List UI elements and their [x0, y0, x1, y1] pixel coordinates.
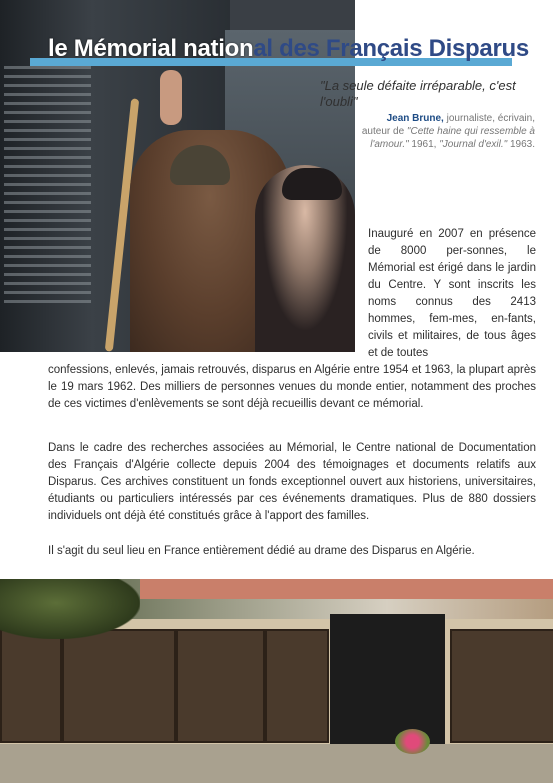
quote-year-1: 1961, — [408, 139, 440, 150]
visitor-beret — [282, 168, 342, 200]
garden-ground — [0, 744, 553, 783]
central-memorial-monument — [330, 614, 445, 744]
quote-book-2: "Journal d'exil." — [439, 139, 508, 150]
name-panel — [62, 629, 176, 743]
quote-attribution — [357, 112, 535, 151]
quote-book-1: "Cette haine qui ressemble à l'amour." — [370, 126, 535, 150]
body-paragraph-1-side: Inauguré en 2007 en présence de 8000 per-sonnes, le Mémorial est érigé dans le jardin du Centre. Y sont inscrits les noms connus des 2413 hommes, fem-mes, en-fants, civils et militaires, de tous âges et de toutes — [368, 228, 536, 359]
title-blue-part: al des Français Disparus — [253, 35, 529, 62]
raised-hand — [160, 70, 182, 125]
memorial-garden-photo — [0, 579, 553, 783]
name-panel — [450, 629, 553, 743]
epigraph-quote: "La seule défaite irréparable, c'est l'oubli" — [320, 78, 516, 109]
body-paragraph-1-full: confessions, enlevés, jamais retrouvés, disparus en Algérie entre 1954 et 1963, la plupart après le 19 mars 1962. Des milliers de personnes venues du monde entier, notamment des proches de ces victimes d'enlèvements se sont déjà recueillis devant ce mémorial. — [48, 364, 536, 410]
flower-bouquet — [395, 729, 430, 754]
quote-author: Jean Brune, — [386, 113, 444, 124]
body-paragraph-3: Il s'agit du seul lieu en France entièrement dédié au drame des Disparus en Algérie. — [48, 545, 475, 557]
name-panel — [265, 629, 329, 743]
page-title — [48, 35, 529, 63]
title-white-part: le Mémorial nation — [48, 35, 254, 62]
name-panel — [176, 629, 265, 743]
tree-foliage — [0, 579, 140, 639]
body-paragraph-2: Dans le cadre des recherches associées au Mémorial, le Centre national de Documentation des Français d'Algérie collecte depuis 2004 des témoignages et documents relatifs aux Disparus. Ces archives constituent un fonds exceptionnel ouvert aux historiens, universitaires, étudiants ou particuliers intéressés par ces événements dramatiques. Plus de 880 dossiers individuels ont déjà été constitués grâce à l'apport des familles. — [48, 442, 536, 522]
roof-tiles — [140, 579, 553, 599]
name-panel — [0, 629, 62, 743]
quote-year-2: 1963. — [507, 139, 535, 150]
quote-author-desc: journaliste, écrivain, auteur de — [361, 113, 535, 137]
